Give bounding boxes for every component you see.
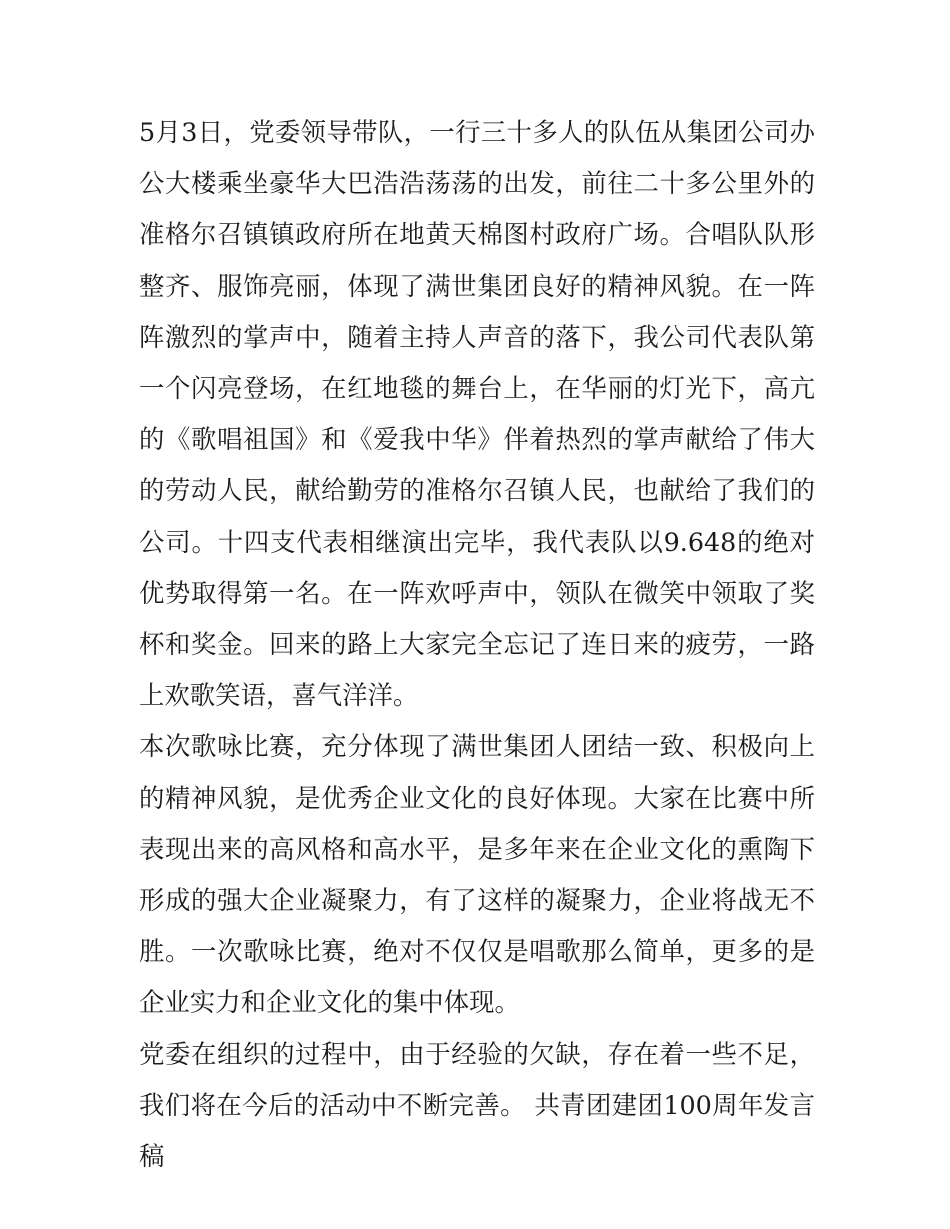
paragraph-shortcomings: 党委在组织的过程中，由于经验的欠缺，存在着一些不足，我们将在今后的活动中不断完善。 共青团建团100周年发言稿 <box>139 1038 815 1172</box>
paragraph-significance: 本次歌咏比赛，充分体现了满世集团人团结一致、积极向上的精神风貌，是优秀企业文化的良好体现。大家在比赛中所表现出来的高风格和高水平，是多年来在企业文化的熏陶下形成的强大企业凝聚力，有了这样的凝聚力，企业将战无不胜。一次歌咏比赛，绝对不仅仅是唱歌那么简单，更多的是企业实力和企业文化的集中体现。 <box>139 731 815 1018</box>
paragraph-competition-report: 5月3日，党委领导带队，一行三十多人的队伍从集团公司办公大楼乘坐豪华大巴浩浩荡荡的出发，前往二十多公里外的准格尔召镇镇政府所在地黄天棉图村政府广场。合唱队队形整齐、服饰亮丽，体现了满世集团良好的精神风貌。在一阵阵激烈的掌声中，随着主持人声音的落下，我公司代表队第一个闪亮登场，在红地毯的舞台上，在华丽的灯光下，高亢的《歌唱祖国》和《爱我中华》伴着热烈的掌声献给了伟大的劳动人民，献给勤劳的准格尔召镇人民，也献给了我们的公司。十四支代表相继演出完毕，我代表队以9.648的绝对优势取得第一名。在一阵欢呼声中，领队在微笑中领取了奖杯和奖金。回来的路上大家完全忘记了连日来的疲劳，一路上欢歌笑语，喜气洋洋。 <box>139 117 815 711</box>
document-body <box>139 107 815 1182</box>
